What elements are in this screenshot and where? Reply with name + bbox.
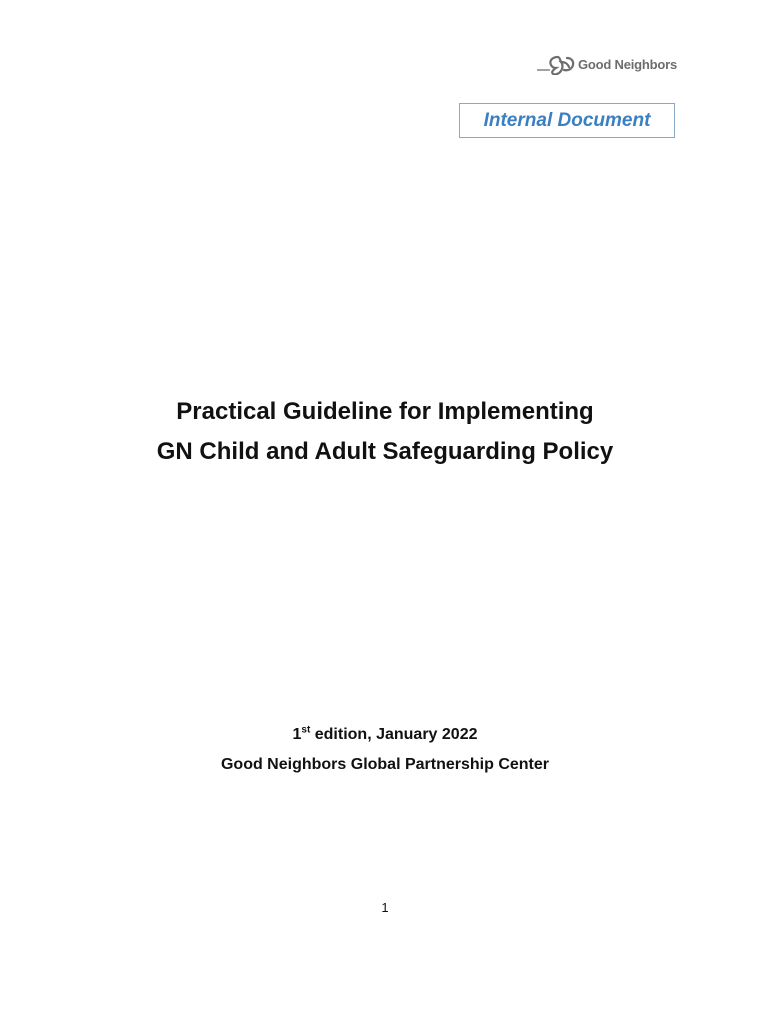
internal-document-box bbox=[459, 103, 675, 138]
good-neighbors-logo bbox=[536, 52, 677, 76]
edition-number: 1 bbox=[292, 726, 302, 743]
title-line-1: Practical Guideline for Implementing bbox=[176, 398, 594, 425]
edition-line bbox=[0, 724, 770, 746]
document-title bbox=[0, 392, 770, 472]
logo-wordmark: Good Neighbors bbox=[578, 56, 678, 72]
good-neighbors-logo-mark-icon bbox=[536, 53, 576, 75]
edition-date: edition, January 2022 bbox=[310, 726, 478, 743]
organization-name: Good Neighbors Global Partnership Center bbox=[220, 756, 550, 773]
internal-document-label: Internal Document bbox=[483, 109, 651, 131]
page-number: 1 bbox=[381, 900, 389, 915]
title-line-2: GN Child and Adult Safeguarding Policy bbox=[156, 438, 614, 465]
edition-suffix: st bbox=[301, 724, 311, 736]
